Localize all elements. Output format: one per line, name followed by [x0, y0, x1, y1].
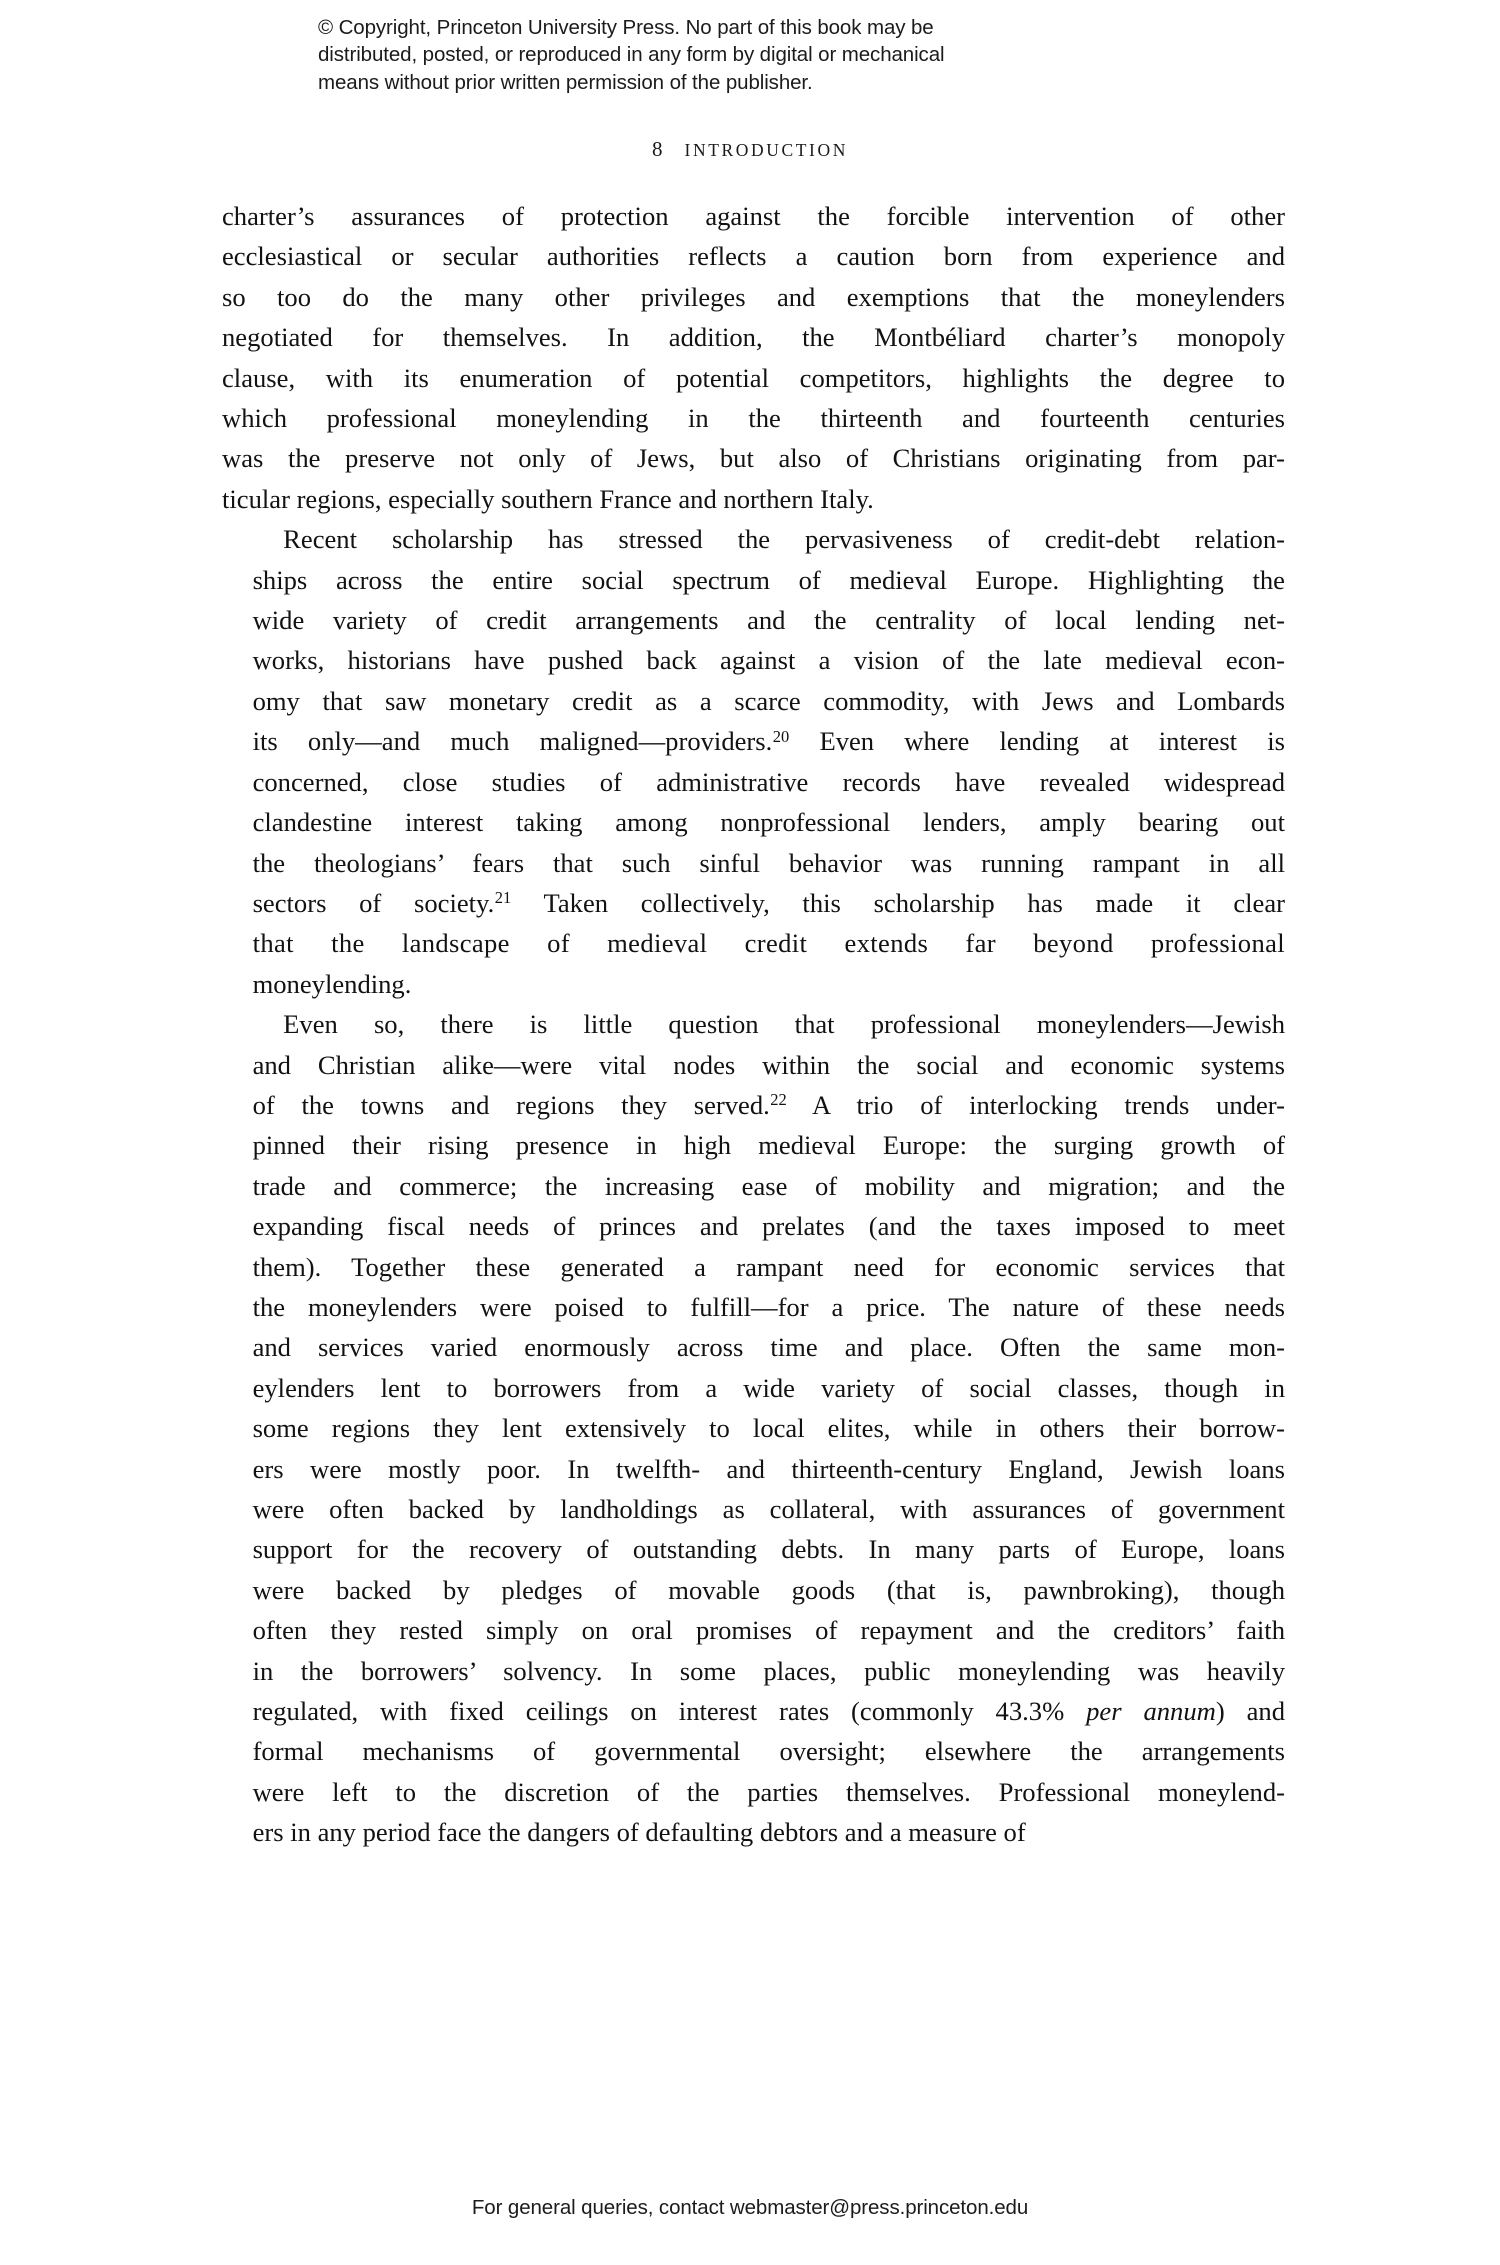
text-line-content: its only—and much maligned—providers. [252, 726, 773, 757]
running-head-title: INTRODUCTION [684, 140, 848, 160]
text-line: the theologians’ fears that such sinful behavior was running rampant in all [252, 847, 1285, 878]
footnote-marker-20: 20 [772, 726, 790, 746]
text-line: so too do the many other privileges and exemptions that the moneylenders [222, 281, 1285, 312]
text-line: expanding fiscal needs of princes and prelates (and the taxes imposed to meet [252, 1211, 1285, 1242]
footnote-marker-22: 22 [770, 1090, 787, 1110]
text-line: support for the recovery of outstanding debts. In many parts of Europe, loans [252, 1534, 1285, 1565]
text-line: wide variety of credit arrangements and the centrality of local lending net- [252, 605, 1285, 636]
text-line: concerned, close studies of administrative records have revealed widespread [252, 766, 1285, 797]
footnote-marker-21: 21 [494, 888, 512, 908]
text-line: charter’s assurances of protection against the forcible intervention of other [222, 201, 1285, 231]
text-line-content: A trio of interlocking trends under- [786, 1089, 1285, 1120]
italic-phrase-per-annum: per annum [1086, 1696, 1216, 1727]
body-text [222, 196, 1285, 1853]
text-line: and services varied enormously across time and place. Often the same mon- [252, 1332, 1285, 1363]
text-line: in the borrowers’ solvency. In some places, public moneylending was heavily [252, 1655, 1285, 1686]
text-line-content: regulated, with fixed ceilings on interest rates (commonly 43.3% [252, 1696, 1087, 1727]
running-head [0, 137, 1500, 162]
text-line: ers in any period face the dangers of defaulting debtors and a measure of [252, 1817, 1026, 1848]
copyright-line-3: means without prior written permission of the publisher. [318, 70, 813, 94]
text-line: omy that saw monetary credit as a scarce commodity, with Jews and Lombards [252, 685, 1285, 716]
text-line: that the landscape of medieval credit extends far beyond professional [252, 928, 1285, 959]
text-line: were backed by pledges of movable goods (that is, pawnbroking), though [252, 1574, 1285, 1605]
copyright-line-2: distributed, posted, or reproduced in any form by digital or mechanical [318, 43, 945, 67]
copyright-line-1: © Copyright, Princeton University Press. No part of this book may be [318, 16, 934, 39]
text-line-content: Taken collectively, this scholarship has made it clear [511, 887, 1285, 918]
text-line [222, 1691, 1285, 1731]
text-line: the moneylenders were poised to fulfill—for a price. The nature of these needs [252, 1291, 1285, 1322]
text-line: often they rested simply on oral promises of repayment and the creditors’ faith [252, 1615, 1285, 1646]
text-line [222, 1004, 1285, 1044]
paragraph-2 [222, 519, 1285, 1004]
text-line-content: of the towns and regions they served. [252, 1089, 770, 1120]
text-line: eylenders lent to borrowers from a wide variety of social classes, though in [252, 1372, 1285, 1403]
copyright-notice [318, 14, 1168, 96]
text-line-content: ) and [1215, 1696, 1285, 1727]
text-line: pinned their rising presence in high medieval Europe: the surging growth of [252, 1130, 1285, 1161]
text-line: were often backed by landholdings as collateral, with assurances of government [252, 1494, 1285, 1524]
text-line: ecclesiastical or secular authorities reflects a caution born from experience and [222, 241, 1285, 272]
paragraph-1 [222, 196, 1285, 519]
text-line: them). Together these generated a rampant need for economic services that [252, 1251, 1285, 1282]
text-line: ticular regions, especially southern France and northern Italy. [222, 483, 874, 514]
text-line: ships across the entire social spectrum of medieval Europe. Highlighting the [252, 564, 1285, 595]
page-footer: For general queries, contact webmaster@press.princeton.edu [471, 2196, 1029, 2219]
text-line [222, 1085, 1285, 1125]
text-line-content: Even so, there is little question that professional moneylenders—Jewish [283, 1009, 1285, 1040]
text-line: works, historians have pushed back against a vision of the late medieval econ- [252, 645, 1285, 676]
text-line: clause, with its enumeration of potential competitors, highlights the degree to [222, 362, 1285, 393]
text-line [222, 721, 1285, 761]
text-line: trade and commerce; the increasing ease of mobility and migration; and the [252, 1170, 1285, 1201]
text-line-content: Even where lending at interest is [789, 726, 1285, 757]
text-line: formal mechanisms of governmental oversight; elsewhere the arrangements [252, 1736, 1285, 1767]
text-line: ers were mostly poor. In twelfth- and thirteenth-century England, Jewish loans [252, 1453, 1285, 1484]
text-line: some regions they lent extensively to local elites, while in others their borrow- [252, 1413, 1285, 1444]
text-line-content: sectors of society. [252, 887, 495, 918]
text-line [222, 519, 1285, 559]
text-line: was the preserve not only of Jews, but also of Christians originating from par- [222, 443, 1285, 474]
text-line: were left to the discretion of the parties themselves. Professional moneylend- [252, 1776, 1285, 1807]
text-line [222, 883, 1285, 923]
paragraph-3 [222, 1004, 1285, 1853]
text-line: and Christian alike—were vital nodes within the social and economic systems [252, 1049, 1285, 1080]
text-line: moneylending. [252, 968, 412, 999]
page-number: 8 [652, 137, 663, 161]
text-line: negotiated for themselves. In addition, the Montbéliard charter’s monopoly [222, 322, 1285, 353]
text-line-content: Recent scholarship has stressed the pervasiveness of credit-debt relation- [283, 524, 1285, 555]
text-line: clandestine interest taking among nonprofessional lenders, amply bearing out [252, 807, 1285, 838]
text-line: which professional moneylending in the thirteenth and fourteenth centuries [222, 403, 1285, 434]
